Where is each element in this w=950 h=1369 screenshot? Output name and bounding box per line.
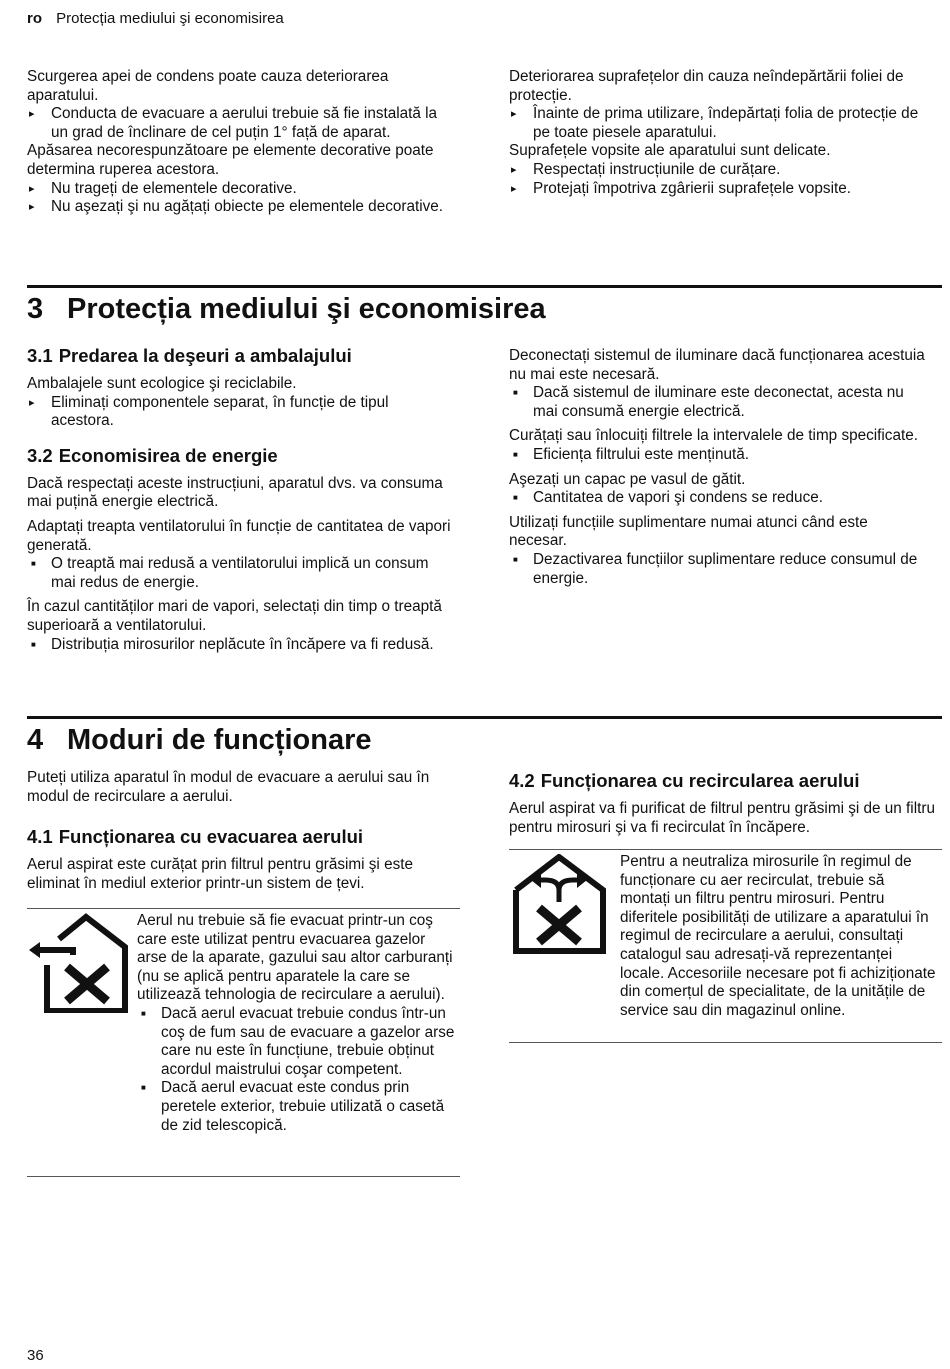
instruction-item: ▸ Eliminați componentele separat, în funcție de tipul acestora. bbox=[27, 394, 452, 431]
instruction-item: ▸ Respectați instrucțiunile de curățare. bbox=[509, 161, 934, 180]
chapter-title: Protecția mediului şi economisirea bbox=[67, 293, 546, 325]
paragraph: Ambalajele sunt ecologice şi reciclabile. bbox=[27, 375, 297, 392]
paragraph: Aerul aspirat va fi purificat de filtrul pentru grăsimi şi de un filtru pentru mirosuri şi va fi recirculat în încăpere. bbox=[509, 800, 935, 836]
notice-item: ■ Dacă aerul evacuat trebuie condus într-un coş de fum sau de evacuare a gazelor arse care nu este în funcțiune, trebuie obținut acordul maistrului coşar competent. bbox=[137, 1005, 457, 1079]
exhaust-notice-box bbox=[27, 908, 460, 1177]
paragraph: Utilizați funcțiile suplimentare numai atunci când este necesar. bbox=[509, 513, 868, 550]
result-item: ■ Dacă sistemul de iluminare este deconectat, acesta nu mai consumă energie electrică. bbox=[509, 384, 929, 421]
ch3-right-column bbox=[509, 347, 929, 588]
result-item: ■ Cantitatea de vapori şi condens se reduce. bbox=[509, 489, 929, 508]
section-title: Funcționarea cu recircularea aerului bbox=[540, 770, 860, 791]
result-item: ■ Distribuția mirosurilor neplăcute în încăpere va fi redusă. bbox=[27, 636, 452, 655]
paragraph: Deteriorarea suprafețelor din cauza neîndepărtării foliei de protecție. bbox=[509, 68, 904, 104]
notice-item: ■ Dacă aerul evacuat este condus prin peretele exterior, trebuie utilizată o casetă de zid telescopică. bbox=[137, 1079, 457, 1135]
ch3-left-column bbox=[27, 345, 452, 654]
chapter-number: 4 bbox=[27, 724, 44, 756]
section-4-2-heading bbox=[509, 770, 942, 792]
recirculation-house-icon bbox=[511, 854, 607, 954]
paragraph: Puteți utiliza aparatul în modul de evacuare a aerului sau în modul de recirculare a aerului. bbox=[27, 769, 430, 805]
ch4-right-column bbox=[509, 770, 942, 837]
header-title: Protecția mediului şi economisirea bbox=[56, 10, 284, 27]
section-title: Predarea la deşeuri a ambalajului bbox=[58, 345, 352, 366]
paragraph: Curățați sau înlocuiți filtrele la intervalele de timp specificate. bbox=[509, 427, 918, 445]
paragraph: Aerul nu trebuie să fie evacuat printr-un coş care este utilizat pentru evacuarea gazelor arse de la aparate, gazului sau altor carburanți (nu se aplică pentru aparatele la care se utilizează tehnologia de recirculare a aerului). bbox=[137, 912, 453, 1004]
instruction-item: ▸ Conducta de evacuare a aerului trebuie să fie instalată la un grad de înclinare de cel puțin 1° față de aparat. bbox=[27, 105, 457, 142]
instruction-item: ▸ Nu aşezați şi nu agățați obiecte pe elementele decorative. bbox=[27, 198, 457, 217]
paragraph: Pentru a neutraliza mirosurile în regimul de funcționare cu aer recirculat, trebuie să montați un filtru pentru mirosuri. Pentru diferitele posibilități de utilizare a aparatului în regimul de recirculare a aerului, consultați catalogul sau adresați-vă reprezentanței locale. Accesoriile necesare pot fi achiziționate din comerțul de specialitate, de la unitățile de service sau din magazinul online. bbox=[620, 853, 936, 1019]
running-header bbox=[27, 10, 284, 27]
section-number: 3.1 bbox=[27, 345, 53, 366]
paragraph: În cazul cantităților mari de vapori, selectați din timp o treaptă superioară a ventilatorului. bbox=[27, 598, 442, 634]
section-title: Economisirea de energie bbox=[58, 444, 278, 466]
paragraph: Scurgerea apei de condens poate cauza deteriorarea aparatului. bbox=[27, 68, 389, 104]
notice-text bbox=[137, 912, 457, 1135]
chapter-number: 3 bbox=[27, 293, 44, 325]
section-number: 4.1 bbox=[27, 826, 53, 848]
top-right-column bbox=[509, 68, 934, 198]
exhaust-air-house-icon bbox=[29, 913, 129, 1013]
paragraph: Adaptați treapta ventilatorului în funcție de cantitatea de vapori generată. bbox=[27, 517, 451, 554]
section-number: 3.2 bbox=[27, 444, 53, 466]
instruction-item: ▸ Protejați împotriva zgârierii suprafețele vopsite. bbox=[509, 180, 934, 199]
paragraph: Aerul aspirat este curățat prin filtrul pentru grăsimi şi este eliminat în mediul exterior printr-un sistem de țevi. bbox=[27, 856, 413, 892]
instruction-item: ▸ Înainte de prima utilizare, îndepărtați folia de protecție de pe toate piesele aparatului. bbox=[509, 105, 934, 142]
chapter-title: Moduri de funcționare bbox=[67, 724, 372, 756]
result-item: ■ Dezactivarea funcțiilor suplimentare reduce consumul de energie. bbox=[509, 551, 929, 588]
result-item: ■ O treaptă mai redusă a ventilatorului implică un consum mai redus de energie. bbox=[27, 555, 452, 592]
instruction-item: ▸ Nu trageți de elementele decorative. bbox=[27, 180, 457, 199]
section-3-2-heading bbox=[27, 445, 452, 467]
section-3-1-heading bbox=[27, 345, 452, 367]
result-item: ■ Eficiența filtrului este menținută. bbox=[509, 446, 929, 465]
section-title: Funcționarea cu evacuarea aerului bbox=[58, 826, 364, 848]
chapter-4-heading bbox=[27, 716, 942, 757]
top-left-column bbox=[27, 68, 457, 217]
section-4-1-heading bbox=[27, 826, 457, 848]
paragraph: Apăsarea necorespunzătoare pe elemente decorative poate determina ruperea acestora. bbox=[27, 142, 434, 178]
paragraph: Deconectați sistemul de iluminare dacă funcționarea acestuia nu mai este necesară. bbox=[509, 347, 925, 383]
ch4-left-column bbox=[27, 769, 457, 893]
paragraph: Suprafețele vopsite ale aparatului sunt delicate. bbox=[509, 142, 831, 160]
language-code: ro bbox=[27, 10, 42, 27]
paragraph: Dacă respectați aceste instrucțiuni, aparatul dvs. va consuma mai puțină energie electrică. bbox=[27, 474, 443, 511]
recirculation-notice-box bbox=[509, 849, 942, 1043]
notice-text bbox=[620, 853, 938, 1020]
paragraph: Aşezați un capac pe vasul de gătit. bbox=[509, 470, 746, 488]
section-number: 4.2 bbox=[509, 770, 535, 791]
chapter-3-heading bbox=[27, 285, 942, 326]
page-number: 36 bbox=[27, 1347, 44, 1364]
